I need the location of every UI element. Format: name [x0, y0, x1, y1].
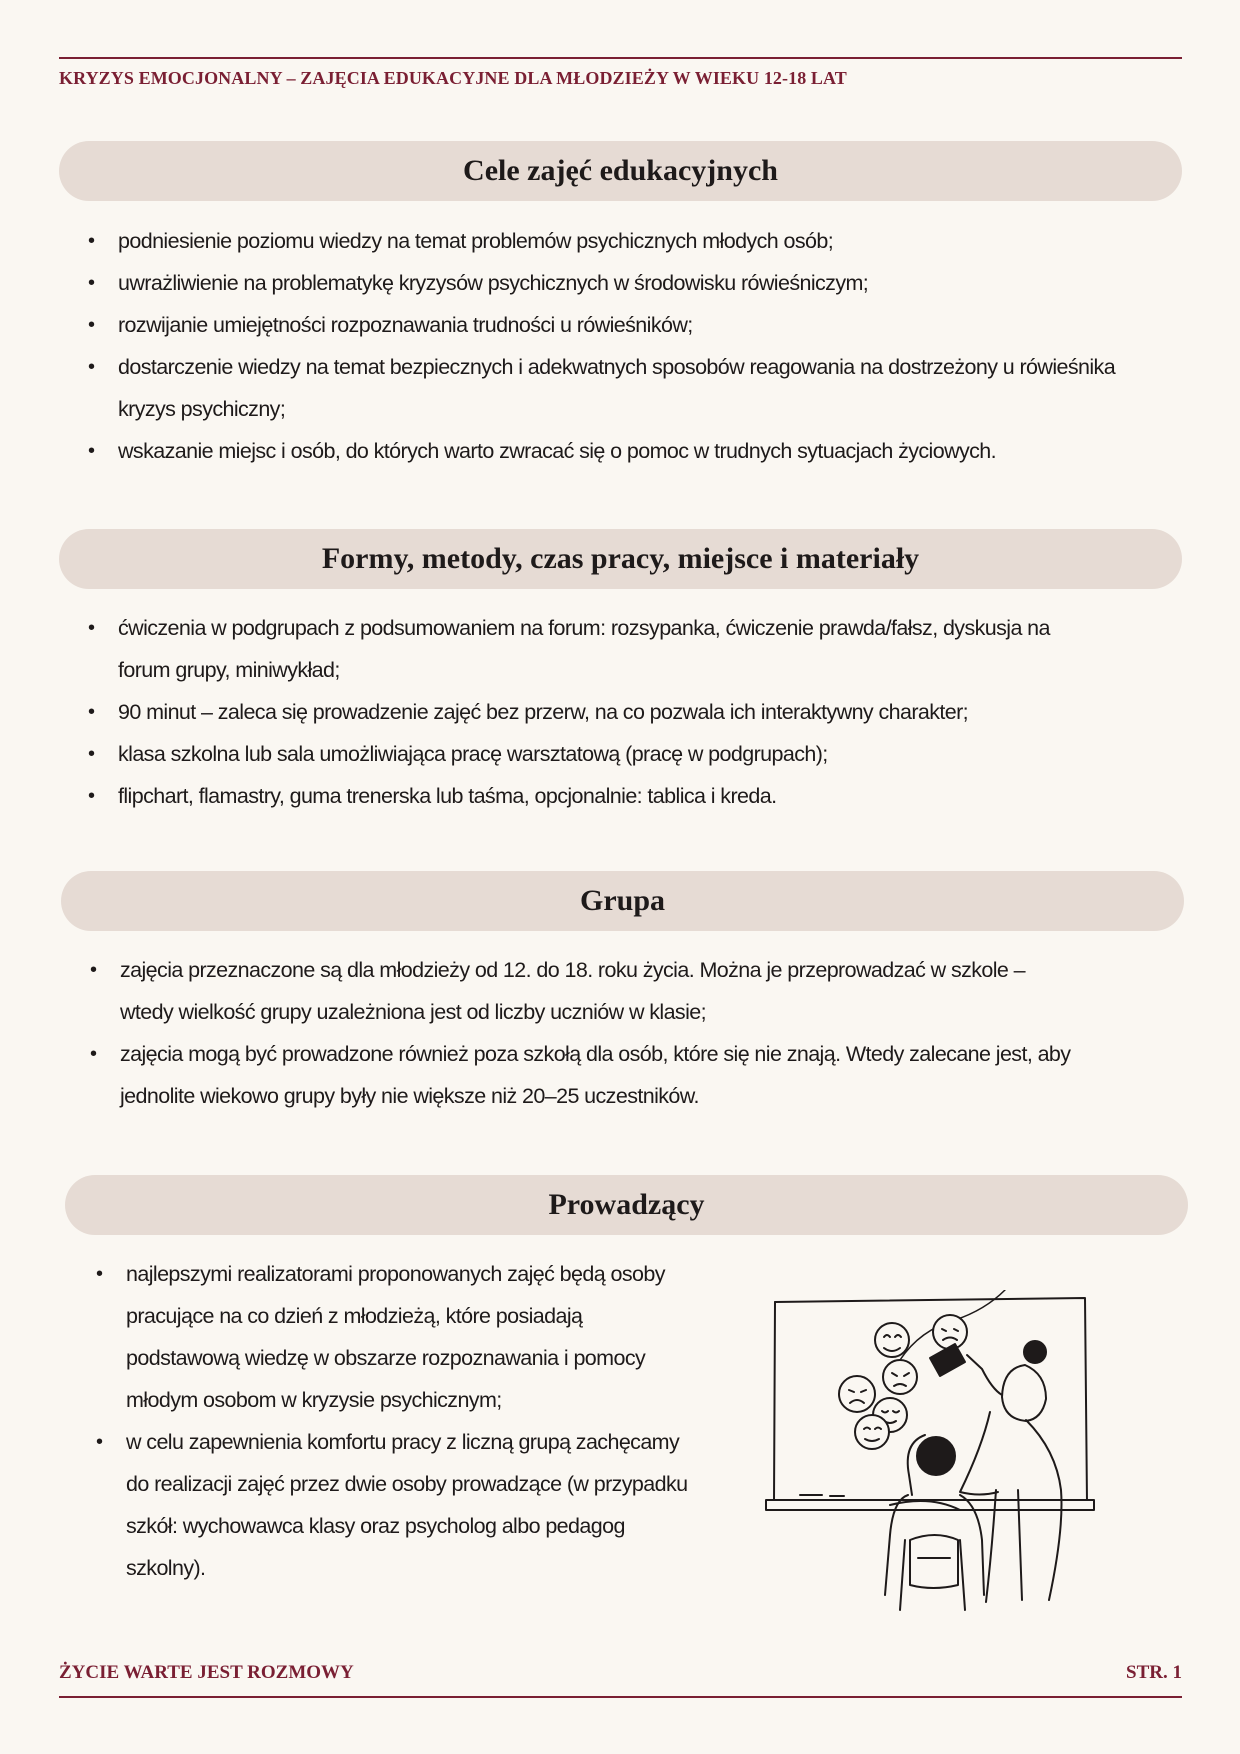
list-item: • zajęcia mogą być prowadzone również poza szkołą dla osób, które się nie znają. Wtedy zalecane jest, aby jednolite wiekowo grupy były nie większe niż 20–25 uczestników.	[90, 1033, 1120, 1117]
list-item: • najlepszymi realizatorami proponowanych zajęć będą osoby pracujące na co dzień z młodzieżą, które posiadają podstawową wiedzę w obszarze rozpoznawania i pomocy młodym osobom w kryzysie psychicznym;	[96, 1253, 696, 1421]
section-title-group: Grupa	[61, 871, 1184, 931]
list-item: • podniesienie poziomu wiedzy na temat problemów psychicznych młodych osób;	[88, 220, 1168, 262]
section-title-forms: Formy, metody, czas pracy, miejsce i materiały	[59, 529, 1182, 589]
document-header: KRYZYS EMOCJONALNY – ZAJĘCIA EDUKACYJNE DLA MŁODZIEŻY W WIEKU 12-18 LAT	[59, 68, 847, 88]
teacher-student-board-illustration	[760, 1290, 1100, 1620]
header-rule	[59, 57, 1182, 59]
list-item: • flipchart, flamastry, guma trenerska lub taśma, opcjonalnie: tablica i kreda.	[88, 775, 1098, 817]
list-item: • w celu zapewnienia komfortu pracy z liczną grupą zachęcamy do realizacji zajęć przez dwie osoby prowadzące (w przypadku szkół: wychowawca klasy oraz psycholog albo pedagog szkolny).	[96, 1421, 696, 1589]
list-item: • ćwiczenia w podgrupach z podsumowaniem na forum: rozsypanka, ćwiczenie prawda/fałsz, dyskusja na forum grupy, miniwykład;	[88, 607, 1078, 691]
section-title-goals: Cele zajęć edukacyjnych	[59, 141, 1182, 201]
list-item: • dostarczenie wiedzy na temat bezpiecznych i adekwatnych sposobów reagowania na dostrzeżony u rówieśnika kryzys psychiczny;	[88, 346, 1128, 430]
forms-list	[88, 607, 1098, 817]
list-item: • klasa szkolna lub sala umożliwiająca pracę warsztatową (pracę w podgrupach);	[88, 733, 1098, 775]
footer-slogan: ŻYCIE WARTE JEST ROZMOWY	[59, 1662, 354, 1683]
goals-list	[88, 220, 1168, 472]
list-item: • zajęcia przeznaczone są dla młodzieży od 12. do 18. roku życia. Można je przeprowadzać w szkole – wtedy wielkość grupy uzależniona jest od liczby uczniów w klasie;	[90, 949, 1080, 1033]
leaders-list	[96, 1253, 696, 1589]
section-title-leaders: Prowadzący	[65, 1175, 1188, 1235]
group-list	[90, 949, 1090, 1117]
page-number: STR. 1	[1126, 1662, 1182, 1683]
list-item: • wskazanie miejsc i osób, do których warto zwracać się o pomoc w trudnych sytuacjach życiowych.	[88, 430, 1168, 472]
list-item: • 90 minut – zaleca się prowadzenie zajęć bez przerw, na co pozwala ich interaktywny charakter;	[88, 691, 1098, 733]
list-item: • rozwijanie umiejętności rozpoznawania trudności u rówieśników;	[88, 304, 1168, 346]
list-item: • uwrażliwienie na problematykę kryzysów psychicznych w środowisku rówieśniczym;	[88, 262, 1168, 304]
footer-rule	[59, 1696, 1182, 1698]
